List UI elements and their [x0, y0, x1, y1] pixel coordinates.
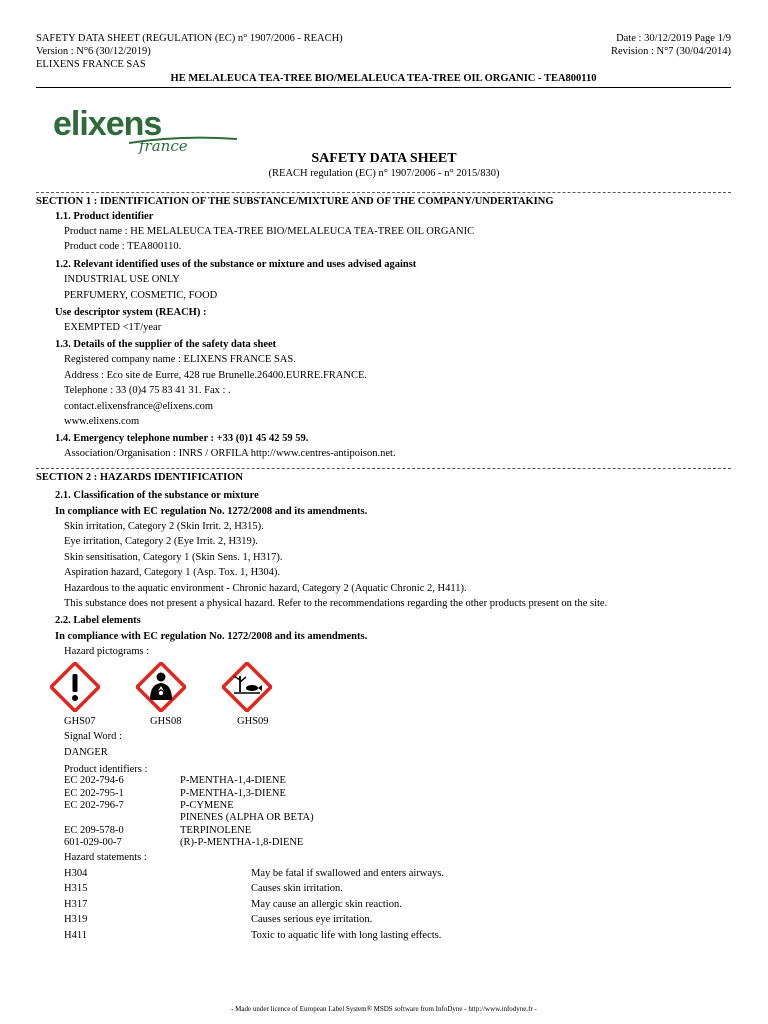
identifiers-label: Product identifiers :: [64, 764, 148, 775]
svg-text:france: france: [139, 137, 188, 155]
statement-text: Causes skin irritation.: [251, 883, 343, 894]
identifier-id: EC 202-794-6: [64, 775, 124, 786]
identifier-id: EC 202-795-1: [64, 788, 124, 799]
company-name: Registered company name : ELIXENS FRANCE SAS.: [64, 354, 296, 365]
document-title: SAFETY DATA SHEET: [311, 151, 457, 166]
s11-heading: 1.1. Product identifier: [55, 211, 154, 222]
identifier-name: P-MENTHA-1,4-DIENE: [180, 775, 286, 786]
page-footer: - Made under licence of European Label System® MSDS software from InfoDyne - http://www.infodyne.fr -: [231, 1005, 537, 1013]
class-line: Skin irritation, Category 2 (Skin Irrit. 2, H315).: [64, 521, 264, 532]
environment-icon: [222, 662, 272, 712]
identifier-id: EC 209-578-0: [64, 825, 124, 836]
pictogram-code-ghs09: GHS09: [237, 716, 269, 727]
company-website[interactable]: www.elixens.com: [64, 416, 140, 427]
identifier-name: TERPINOLENE: [180, 825, 252, 836]
exclamation-mark-icon: [50, 662, 100, 712]
page-header: [36, 33, 731, 86]
document-subtitle: (REACH regulation (EC) n° 1907/2006 - n° 2015/830): [268, 168, 500, 179]
statement-code: H317: [64, 899, 88, 910]
elixens-logo: [51, 105, 241, 155]
header-revision: Revision : N°7 (30/04/2014): [611, 46, 731, 57]
pictograms-label: Hazard pictograms :: [64, 646, 150, 657]
health-hazard-icon: [136, 662, 186, 712]
statement-text: May be fatal if swallowed and enters airways.: [251, 868, 445, 879]
emergency-association: Association/Organisation : INRS / ORFILA http://www.centres-antipoison.net.: [64, 448, 396, 459]
identifier-name: P-CYMENE: [180, 800, 234, 811]
product-code: Product code : TEA800110.: [64, 241, 182, 252]
company-telephone: Telephone : 33 (0)4 75 83 41 31. Fax : .: [64, 385, 231, 396]
pictogram-code-ghs08: GHS08: [150, 716, 182, 727]
statement-code: H411: [64, 930, 87, 941]
use-1: INDUSTRIAL USE ONLY: [64, 274, 180, 285]
descriptor-heading: Use descriptor system (REACH) :: [55, 307, 207, 318]
statement-text: Toxic to aquatic life with long lasting effects.: [251, 930, 442, 941]
s14-heading: 1.4. Emergency telephone number : +33 (0)1 45 42 59 59.: [55, 433, 309, 444]
statement-text: May cause an allergic skin reaction.: [251, 899, 402, 910]
class-line: Eye irritation, Category 2 (Eye Irrit. 2, H319).: [64, 536, 258, 547]
identifier-name: P-MENTHA-1,3-DIENE: [180, 788, 286, 799]
identifier-name: PINENES (ALPHA OR BETA): [180, 812, 314, 823]
identifier-id: EC 202-796-7: [64, 800, 124, 811]
identifier-name: (R)-P-MENTHA-1,8-DIENE: [180, 837, 304, 848]
header-date-page: Date : 30/12/2019 Page 1/9: [616, 33, 731, 44]
header-rule: [36, 87, 731, 88]
section-1-heading: SECTION 1 : IDENTIFICATION OF THE SUBSTANCE/MIXTURE AND OF THE COMPANY/UNDERTAKING: [36, 192, 731, 209]
header-version: Version : N°6 (30/12/2019): [36, 46, 151, 57]
company-email[interactable]: contact.elixensfrance@elixens.com: [64, 401, 214, 412]
s13-heading: 1.3. Details of the supplier of the safety data sheet: [55, 339, 277, 350]
descriptor-value: EXEMPTED <1T/year: [64, 322, 162, 333]
statement-code: H319: [64, 914, 88, 925]
company-address: Address : Eco site de Eurre, 428 rue Brunelle.26400.EURRE.FRANCE.: [64, 370, 367, 381]
identifier-id: 601-029-00-7: [64, 837, 122, 848]
class-line: Hazardous to the aquatic environment - Chronic hazard, Category 2 (Aquatic Chronic 2, H411).: [64, 583, 467, 594]
compliance-note-1: In compliance with EC regulation No. 1272/2008 and its amendments.: [55, 506, 368, 517]
signal-word-value: DANGER: [64, 747, 108, 758]
statement-code: H315: [64, 883, 88, 894]
s12-heading: 1.2. Relevant identified uses of the substance or mixture and uses advised against: [55, 259, 417, 270]
signal-word-label: Signal Word :: [64, 731, 122, 742]
statement-text: Causes serious eye irritation.: [251, 914, 373, 925]
header-company: ELIXENS FRANCE SAS: [36, 59, 146, 70]
class-line: Aspiration hazard, Category 1 (Asp. Tox. 1, H304).: [64, 567, 281, 578]
header-doc-type: SAFETY DATA SHEET (REGULATION (EC) n° 1907/2006 - REACH): [36, 33, 343, 44]
use-2: PERFUMERY, COSMETIC, FOOD: [64, 290, 218, 301]
svg-text:elixens: elixens: [53, 105, 162, 143]
header-product-title: HE MELALEUCA TEA-TREE BIO/MELALEUCA TEA-TREE OIL ORGANIC - TEA800110: [170, 73, 597, 84]
pictogram-code-ghs07: GHS07: [64, 716, 96, 727]
section-2-heading: SECTION 2 : HAZARDS IDENTIFICATION: [36, 468, 731, 485]
s21-heading: 2.1. Classification of the substance or mixture: [55, 490, 259, 501]
product-name: Product name : HE MELALEUCA TEA-TREE BIO/MELALEUCA TEA-TREE OIL ORGANIC: [64, 226, 475, 237]
statements-label: Hazard statements :: [64, 852, 147, 863]
s22-heading: 2.2. Label elements: [55, 615, 141, 626]
class-line: This substance does not present a physical hazard. Refer to the recommendations regarding the other products present on the site.: [64, 598, 608, 609]
compliance-note-2: In compliance with EC regulation No. 1272/2008 and its amendments.: [55, 631, 368, 642]
class-line: Skin sensitisation, Category 1 (Skin Sens. 1, H317).: [64, 552, 283, 563]
statement-code: H304: [64, 868, 88, 879]
